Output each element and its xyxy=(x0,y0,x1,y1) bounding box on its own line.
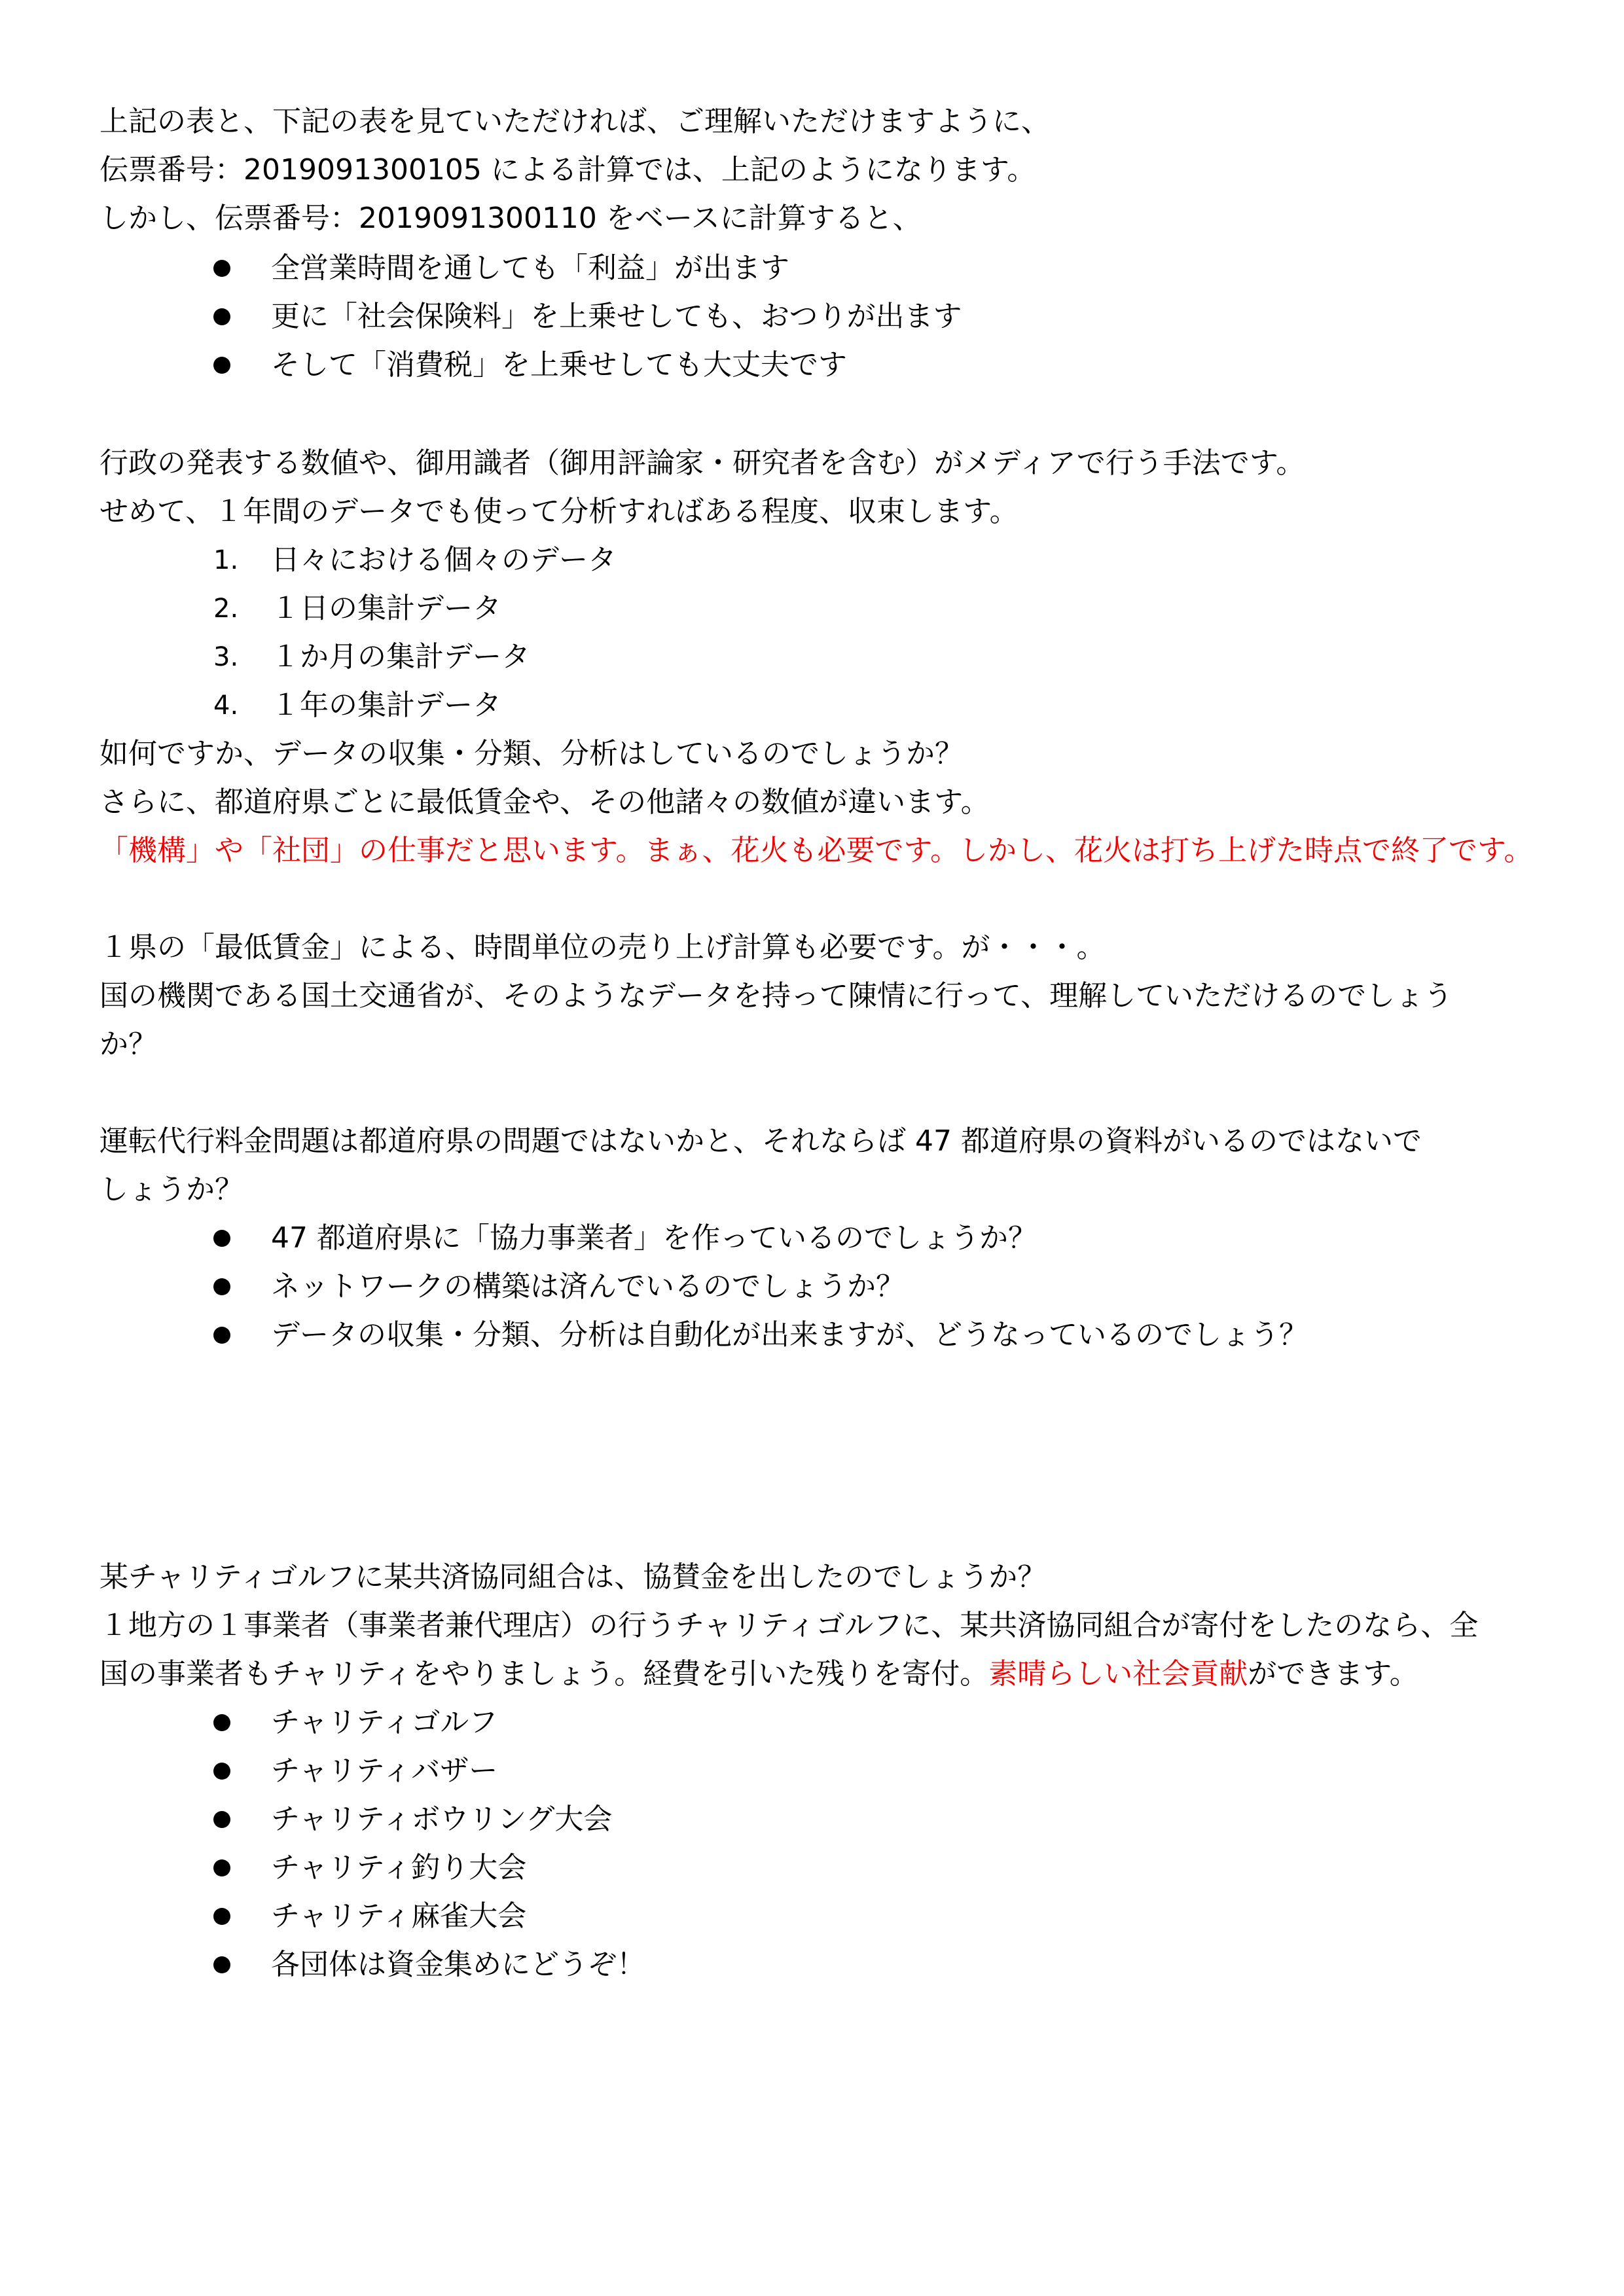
bullet-icon xyxy=(213,1230,230,1247)
bullet-icon xyxy=(213,357,230,374)
highlight-text: 素晴らしい社会貢献 xyxy=(988,1657,1248,1691)
list-item: チャリティ麻雀大会 xyxy=(271,1899,527,1933)
list-item: チャリティバザー xyxy=(271,1754,498,1787)
bullet-icon xyxy=(213,1908,230,1925)
list-number: 1. xyxy=(213,545,239,575)
bullet-icon xyxy=(213,260,230,277)
list-item: 更に「社会保険料」を上乗せしても、おつりが出ます xyxy=(271,300,962,333)
paragraph-line: １県の「最低賃金」による、時間単位の売り上げ計算も必要です。が・・・。 xyxy=(99,931,1106,964)
list-item: １日の集計データ xyxy=(271,592,501,625)
bullet-icon xyxy=(213,1956,230,1973)
paragraph-line: か？ xyxy=(99,1028,157,1061)
paragraph-line: 上記の表と、下記の表を見ていただければ、ご理解いただけますように、 xyxy=(99,105,1050,138)
text-run: 国の事業者もチャリティをやりましょう。経費を引いた残りを寄付。 xyxy=(99,1657,989,1691)
text-run: ができます。 xyxy=(1248,1657,1418,1691)
list-number: 4. xyxy=(213,691,239,721)
list-item: ネットワークの構築は済んでいるのでしょうか？ xyxy=(271,1270,905,1303)
bullet-icon xyxy=(213,308,230,325)
bullet-icon xyxy=(213,1327,230,1344)
paragraph-line: しょうか？ xyxy=(99,1173,244,1206)
list-item: １年の集計データ xyxy=(271,689,501,722)
paragraph-line: しかし、伝票番号：2019091300110 をベースに計算すると、 xyxy=(99,202,922,235)
list-item: チャリティ釣り大会 xyxy=(271,1851,527,1884)
paragraph-line xyxy=(99,1656,1418,1693)
list-item: 各団体は資金集めにどうぞ！ xyxy=(271,1948,645,1981)
list-item: チャリティゴルフ xyxy=(271,1706,498,1739)
bullet-icon xyxy=(213,1278,230,1295)
highlight-line: 「機構」や「社団」の仕事だと思います。まぁ、花火も必要です。しかし、花火は打ち上げた時点で終了です。 xyxy=(99,834,1533,867)
list-number: 2. xyxy=(213,594,239,624)
paragraph-line: 運転代行料金問題は都道府県の問題ではないかと、それならば 47 都道府県の資料がいるのではないで xyxy=(99,1124,1422,1158)
list-item: 47 都道府県に「協力事業者」を作っているのでしょうか？ xyxy=(271,1221,1037,1255)
paragraph-line: 如何ですか、データの収集・分類、分析はしているのでしょうか？ xyxy=(99,737,964,770)
paragraph-line: 伝票番号：2019091300105 による計算では、上記のようになります。 xyxy=(99,153,1036,187)
bullet-icon xyxy=(213,1763,230,1780)
paragraph-line: 行政の発表する数値や、御用識者（御用評論家・研究者を含む）がメディアで行う手法です。 xyxy=(99,446,1305,480)
paragraph-line: 国の機関である国土交通省が、そのようなデータを持って陳情に行って、理解していただけるのでしょう xyxy=(99,979,1453,1013)
paragraph-line: 某チャリティゴルフに某共済協同組合は、協賛金を出したのでしょうか？ xyxy=(99,1560,1047,1594)
paragraph-line: せめて、１年間のデータでも使って分析すればある程度、収束します。 xyxy=(99,495,1019,528)
list-item: １か月の集計データ xyxy=(271,640,530,673)
paragraph-line: さらに、都道府県ごとに最低賃金や、その他諸々の数値が違います。 xyxy=(99,785,990,819)
bullet-icon xyxy=(213,1811,230,1828)
list-item: データの収集・分類、分析は自動化が出来ますが、どうなっているのでしょう？ xyxy=(271,1318,1308,1352)
list-item: 全営業時間を通しても「利益」が出ます xyxy=(271,251,789,285)
paragraph-line: １地方の１事業者（事業者兼代理店）の行うチャリティゴルフに、某共済協同組合が寄付をしたのなら、全 xyxy=(99,1609,1479,1642)
list-item: そして「消費税」を上乗せしても大丈夫です xyxy=(271,348,847,382)
bullet-icon xyxy=(213,1714,230,1731)
bullet-icon xyxy=(213,1859,230,1876)
list-item: チャリティボウリング大会 xyxy=(271,1803,613,1836)
list-number: 3. xyxy=(213,642,239,672)
list-item: 日々における個々のデータ xyxy=(271,543,617,577)
